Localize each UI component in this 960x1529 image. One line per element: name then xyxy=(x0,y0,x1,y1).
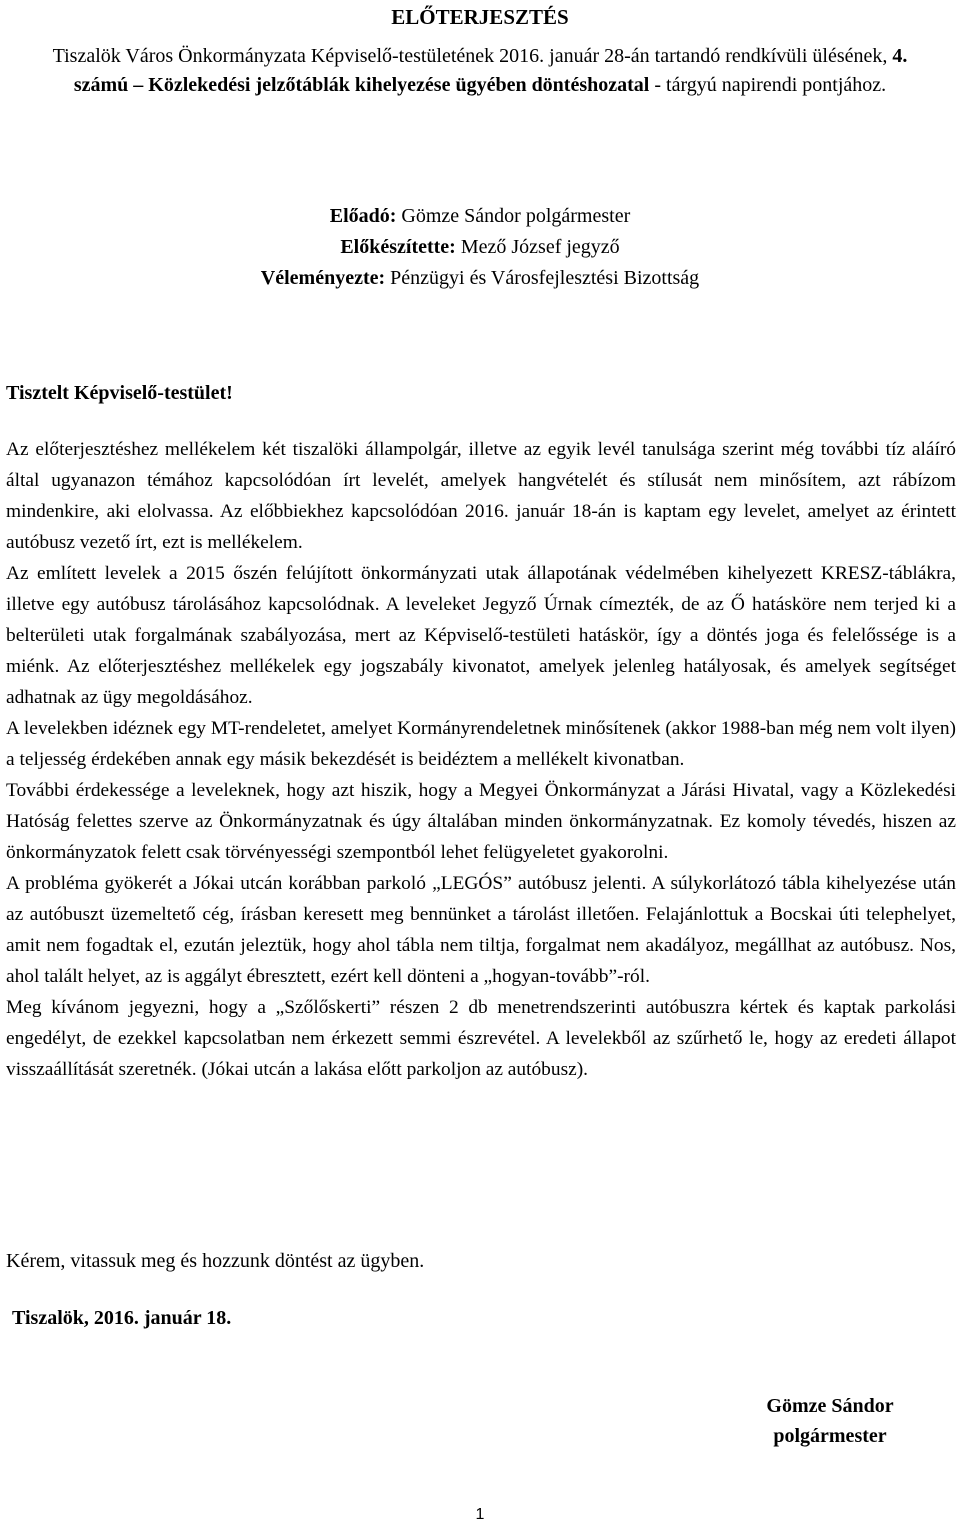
signature-block xyxy=(720,1391,940,1451)
body-text xyxy=(6,434,956,1085)
agenda-item-title: 4. számú – Közlekedési jelzőtáblák kihelyezése ügyében döntéshozatal xyxy=(73,45,908,96)
signer-name: Gömze Sándor xyxy=(766,1395,894,1417)
body-paragraph: A probléma gyökerét a Jókai utcán korábban parkoló „LEGÓS” autóbusz jelenti. A súlykorlátozó tábla kihelyezése után az autóbuszt üzemeltető cég, írásban keresett meg bennünket a tárolást illetően. Felajánlottuk a Bocskai úti telephelyet, amit nem fogadtak el, ezután jeleztük, hogy ahol tábla nem tiltja, forgalmat nem akadályoz, megállhat az autóbusz. Nos, ahol talált helyet, az is aggályt ébresztett, ezért kell dönteni a „hogyan-tovább”-ról. xyxy=(6,873,956,987)
presenter-value: Gömze Sándor polgármester xyxy=(396,205,631,227)
intro-text-end: - tárgyú napirendi pontjához. xyxy=(649,74,887,96)
body-paragraph: További érdekessége a leveleknek, hogy azt hiszik, hogy a Megyei Önkormányzat a Járási Hivatal, vagy a Közlekedési Hatóság felettes szerve az Önkormányzatnak és úgy általában minden önkormányzatnak. Ez komoly tévedés, hiszen az önkormányzatok felett csak törvényességi szempontból lehet felügyeletet gyakorolni. xyxy=(6,780,956,863)
salutation: Tisztelt Képviselő-testület! xyxy=(6,382,233,404)
reviewer-value: Pénzügyi és Városfejlesztési Bizottság xyxy=(385,267,700,289)
intro-text-start: Tiszalök Város Önkormányzata Képviselő-testületének 2016. január 28-án tartandó rendkívüli ülésének, xyxy=(52,45,893,67)
reviewer-line xyxy=(0,263,960,294)
reviewer-label: Véleményezte: xyxy=(260,267,386,289)
preparer-label: Előkészítette: xyxy=(340,236,456,258)
body-paragraph: A levelekben idéznek egy MT-rendeletet, amelyet Kormányrendeletnek minősítenek (akkor 1988-ban még nem volt ilyen) a teljesség érdekében annak egy másik bekezdését is beidéztem a mellékelt kivonatban. xyxy=(6,718,956,770)
page-number: 1 xyxy=(475,1506,485,1523)
place-and-date: Tiszalök, 2016. január 18. xyxy=(12,1307,232,1329)
presenter-line xyxy=(0,201,960,232)
body-paragraph: Meg kívánom jegyezni, hogy a „Szőlőskerti” részen 2 db menetrendszerinti autóbuszra kértek és kaptak parkolási engedélyt, de ezekkel kapcsolatban nem érkezett semmi észrevétel. A levelekből az szűrhető le, hogy az eredeti állapot visszaállítását szeretnék. (Jókai utcán a lakása előtt parkoljon az autóbusz). xyxy=(6,997,956,1080)
document-meta xyxy=(0,201,960,294)
closing-request: Kérem, vitassuk meg és hozzunk döntést az ügyben. xyxy=(6,1250,425,1272)
document-title: ELŐTERJESZTÉS xyxy=(391,5,569,29)
presenter-label: Előadó: xyxy=(329,205,397,227)
body-paragraph: Az említett levelek a 2015 őszén felújított önkormányzati utak állapotának védelmében kihelyezett KRESZ-táblákra, illetve egy autóbusz tárolásához kapcsolódnak. A leveleket Jegyző Úrnak címezték, de az Ő hatásköre nem terjed ki a belterületi utak forgalmának szabályozása, mert az Képviselő-testületi hatáskör, így a döntés joga és felelőssége is a miénk. Az előterjesztéshez mellékelek egy jogszabály kivonatot, amelyek jelenleg hatályosak, és amelyek segítséget adhatnak az ügy megoldásához. xyxy=(6,563,956,708)
body-paragraph: Az előterjesztéshez mellékelem két tiszalöki állampolgár, illetve az egyik levél tanulsága szerint még további tíz aláíró által ugyanazon témához kapcsolódóan írt levelét, amelyek hangvételét és stílusát nem minősítem, azt rábízom mindenkire, aki elolvassa. Az előbbiekhez kapcsolódóan 2016. január 18-án is kaptam egy levelet, amelyet az érintett autóbusz vezető írt, ezt is mellékelem. xyxy=(6,439,956,553)
signer-role: polgármester xyxy=(773,1425,887,1447)
preparer-line xyxy=(0,232,960,263)
preparer-value: Mező József jegyző xyxy=(455,236,620,258)
intro-paragraph xyxy=(40,42,920,100)
